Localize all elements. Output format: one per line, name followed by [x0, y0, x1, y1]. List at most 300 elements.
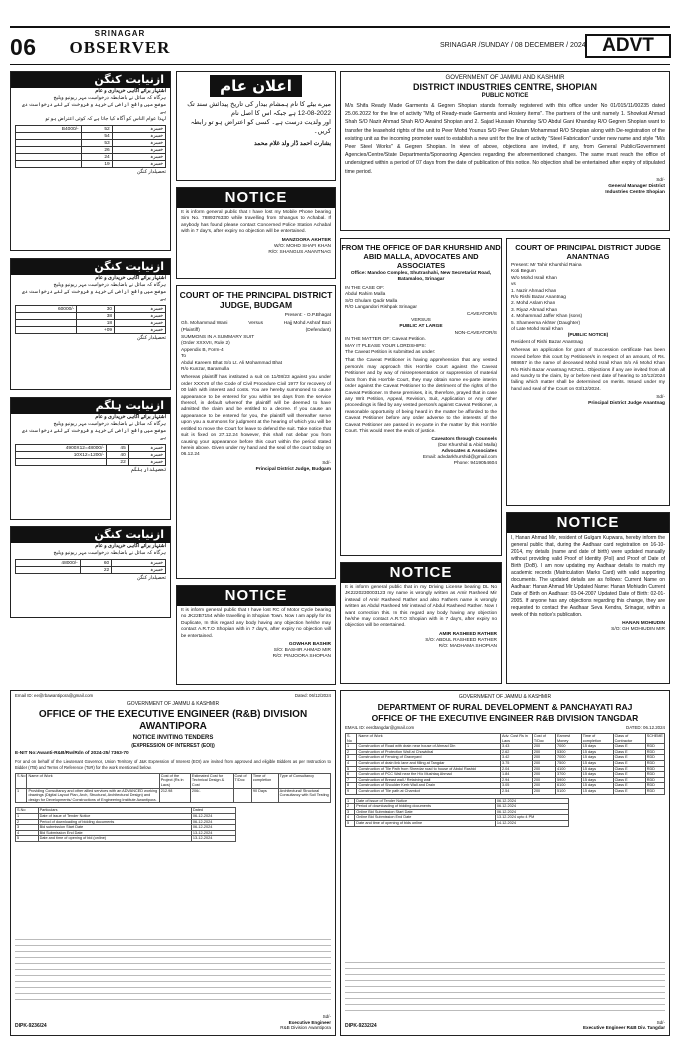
table-cell: Estimated Cost for Technical Design & Cost: [190, 773, 233, 788]
table-cell: 9: [346, 788, 357, 794]
case-line: 2. Mohd Aslam Khan: [511, 301, 556, 307]
table-cell: Construction of drain link lane and filling at Tangdar: [357, 760, 501, 766]
table-cell: Class E: [613, 772, 645, 778]
notice-type: PUBLIC NOTICE: [481, 93, 529, 99]
department-title: DEPARTMENT OF RURAL DEVELOPMENT & PANCHAYATI RAJ: [377, 702, 633, 712]
table-row: [346, 820, 569, 826]
table-cell: خسرہ: [112, 567, 166, 574]
table-cell: 06.12.2024: [495, 809, 568, 815]
table-cell: خسرہ: [112, 161, 165, 168]
table-cell: 4100: [556, 766, 582, 772]
notice-aadhaar-update: [506, 512, 670, 684]
court-title: COURT OF PRINCIPAL DISTRICT JUDGE ANANTNAG: [515, 243, 661, 261]
office-address: Office: Mandoo Complex, Shutrashahi, New Secretariat Road, Batamaloo, Srinagar: [350, 271, 492, 282]
urdu-ad-title: ازنیابت کنگن: [11, 72, 170, 88]
table-cell: 4: [16, 830, 39, 836]
table-cell: 2.94: [500, 777, 532, 783]
table-cell: 40: [107, 452, 129, 459]
notice-signature: AMIR RASHEED RATHER: [438, 631, 497, 637]
table-cell: 200: [532, 783, 555, 789]
urdu-ad-line: موضع میں واقع اراضی کی خرید و فروخت کے لئے درخواست دی ہے: [21, 289, 166, 302]
table-cell: RDD: [645, 788, 664, 794]
table-cell: [16, 133, 82, 140]
table-cell: خسرہ: [128, 445, 165, 452]
table-cell: [233, 788, 251, 803]
table-cell: Name of Work: [27, 773, 159, 788]
office-title: FROM THE OFFICE OF DAR KHURSHID AND ABID MALLA, ADVOCATES AND ASSOCIATES: [341, 243, 501, 270]
notice-signature: S/O: BASHIR AHMAD MIR: [273, 648, 331, 654]
tender-table: [15, 773, 331, 804]
case-line: of Late Mohd Israil Khan: [511, 327, 563, 333]
table-cell: Class E: [613, 783, 645, 789]
notice-signature: Industries Centre Shopian: [605, 189, 665, 195]
table-cell: 206/-: [190, 788, 233, 803]
urdu-ad-subtitle: اشتہار برائے آگاہی خریداری و عام: [95, 543, 166, 549]
table-cell: [16, 147, 82, 154]
table-cell: 7000: [556, 744, 582, 750]
schedule-table: [345, 798, 569, 827]
case-line: VERSUS: [411, 318, 431, 324]
caveat-signature: Advocates & Associates: [441, 449, 497, 455]
case-line: R/o Rishi Bazar Anantnag: [511, 295, 566, 301]
table-cell: 54: [81, 133, 112, 140]
table-cell: 2.04: [500, 766, 532, 772]
court-notice-budgam: [176, 285, 336, 579]
table-cell: Date and time of opening of bid (online): [38, 836, 191, 842]
tender-header-row: [11, 691, 335, 700]
table-cell: Bid Submission End Date: [38, 830, 191, 836]
table-cell: 5: [16, 836, 39, 842]
table-cell: 06-12-2024: [191, 813, 235, 819]
urdu-ad-table: [15, 559, 166, 574]
urdu-ad-signature: تحصیلدار کنگن: [136, 576, 166, 581]
table-cell: Adv. Cost Rs in Lacs: [500, 734, 532, 744]
table-row: [16, 161, 166, 168]
table-row: [346, 755, 665, 761]
table-row: [16, 445, 166, 452]
table-cell: 06.12.2024: [495, 798, 568, 804]
court-notice-anantnag: [506, 238, 670, 506]
masthead-name: OBSERVER: [69, 38, 171, 57]
notice-signature: MANZOORA AKHTER: [281, 237, 331, 243]
urdu-ad-subtitle: اشتہار برائے آگاہی خریداری و عام: [95, 88, 166, 94]
notice-lost-rc: [176, 585, 336, 685]
signature-line: Executive Engineer: [288, 1019, 331, 1025]
urdu-ad-table: [15, 125, 166, 168]
case-line: Koti Begum: [511, 269, 536, 275]
table-cell: 6100: [556, 783, 582, 789]
table-cell: Type of Consultancy: [278, 773, 330, 788]
table-cell: 200: [532, 744, 555, 750]
gov-line: GOVERNMENT OF JAMMU AND KASHMIR: [445, 75, 565, 81]
table-cell: 13-12-2024: [191, 830, 235, 836]
table-cell: 200: [532, 755, 555, 761]
section-label: ADVT: [585, 34, 671, 58]
court-signature: Principal District Judge, Budgam: [255, 466, 331, 472]
masthead: [64, 30, 176, 58]
table-cell: RDD: [645, 760, 664, 766]
urdu-ad-line: ہرگاہ کہ سائل نے باضابطہ درخواست مہر ریونیو ویلیج: [53, 282, 166, 288]
notice-signature: S/O: GH MOHIUDIN MIR: [611, 627, 665, 632]
table-cell: B4000/-: [16, 126, 82, 133]
signature-line: R&B Division Awantipora: [280, 1025, 331, 1031]
table-cell: Class E: [613, 760, 645, 766]
table-cell: 200: [532, 777, 555, 783]
table-cell: RDD: [645, 772, 664, 778]
tender-table: [345, 733, 665, 795]
office-title: OFFICE OF THE EXECUTIVE ENGINEER R&B DIVISION TANGDAR: [371, 713, 639, 723]
caveat-body: That the Caveat Petitioner is having apprehension that any vested person/s may approach this Hon'ble Court against the Caveat Petitioner and by way of misrepresentation or suppression of material facts from this Hon'ble Court, they may obtain some ex-parte interim order against the Caveat Petitioner to the detriment of the rights of the Caveat Petitioner. In these premises, it is, therefore, prayed that in case any Writ Petition, Appeal, Revision, Suit, Application or Any other proceedings is filed by any vested person/s against Caveat Petitioner, a reasonable opportunity of being heard in the matter be afforded to the Caveat Petitioner before any order adverse to the interests of the Caveat Petitioner are passed in ex-parte in the matter by this Hon'ble Court. This would meet the ends of justice.: [345, 358, 497, 434]
table-header-row: [346, 734, 665, 744]
caveat-signature: Caveators through Counsels: [431, 437, 497, 443]
urdu-ad-table: [15, 444, 166, 466]
table-cell: Construction of Breast wall / Retaining wall: [357, 777, 501, 783]
announcement-title: اعلان عام: [210, 75, 302, 97]
table-cell: 30: [77, 306, 115, 313]
table-cell: RDD: [645, 777, 664, 783]
court-body: Whereas plaintiff has instituted a suit on 11/08/23 against you under order XXXVII of the Code of Civil Procedure Civil 1977 for recovery of 00 lakh with interest and costs. You are hereby summoned to cause appearance to be entered for you within ten days from the service thereof, in default whereof the plaintiff will be deemed to have admitted the claim and be entitled to a decree. If you cause an appearance to be entered for you, the plaintiff will thereafter serve upon you a summons for judgment at the hearing of which you will be entitled to move the Court for leave to defend the suit. Take notice that suit is fixed on 27.12.24 however, this shall not debar you from causing your appearance before this court within the period stated herein above. Given under my hand and the seal of the court today on 06.12.24: [181, 375, 331, 458]
table-row: [16, 459, 166, 466]
table-cell: 5100: [556, 788, 582, 794]
office-title: DISTRICT INDUSTRIES CENTRE, SHOPIAN: [412, 82, 597, 92]
table-cell: 60: [80, 560, 111, 567]
case-line: MAY IT PLEASE YOUR LORDSHIPS:: [345, 343, 426, 349]
caveat-signature: Email: advdarkhurshid@gmail.com: [422, 455, 497, 461]
table-cell: 15 days: [581, 788, 613, 794]
table-cell: [16, 459, 107, 466]
announcement-line: اور ولدیت درست ہے۔ کسی کو اعتراض ہو تو رابطہ کریں۔: [190, 119, 331, 135]
nit-number: E-NIT No:Awanti-R&B/Rw/Rdn of 2024-25/ 7363-70: [15, 751, 129, 756]
table-cell: Dated: [191, 808, 235, 814]
case-line: CAVEATOR/S: [466, 311, 497, 317]
table-cell: 48000/-: [16, 560, 81, 567]
case-line: IN THE CASE OF:: [345, 286, 385, 291]
table-cell: 3700: [556, 772, 582, 778]
dateline: SRINAGAR /SUNDAY / 08 DECEMBER / 2024: [440, 42, 586, 49]
table-row: [346, 788, 665, 794]
notice-signature: R/O: MADHAMA SHOPIAN: [438, 643, 497, 649]
table-cell: [16, 567, 81, 574]
defendant-name: Hajj Mohd Ashraf Bazi: [283, 321, 331, 326]
table-cell: Online Bid Submission End Date: [355, 815, 496, 821]
table-row: [16, 788, 331, 803]
tender-signature: [583, 1020, 665, 1031]
table-row: [346, 783, 665, 789]
table-cell: Construction of Protection Wall at Chowkibal: [357, 749, 501, 755]
table-cell: Construction of Shoulder Kerb Wall and Drain: [357, 783, 501, 789]
table-cell: 18: [77, 320, 115, 327]
table-cell: 3.42: [500, 755, 532, 761]
notice-heading: NOTICE: [507, 513, 669, 533]
urdu-ad-2: [10, 258, 171, 390]
table-cell: Cost of T/Doc: [532, 734, 555, 744]
urdu-ad-signature: تحصیلدار کنگن: [136, 170, 166, 175]
summons-line: R/o Kunzar, Baramulla: [181, 367, 229, 373]
notice-signature: W/O: MOHD SHAFI KHAN: [273, 243, 331, 249]
case-line: R/O Langandori Rishpak Srinagar: [345, 305, 417, 311]
table-cell: خسرہ: [115, 306, 166, 313]
urdu-ad-line: ہرگاہ کہ سائل نے باضابطہ درخواست مہر ریونیو ویلیج: [53, 95, 166, 101]
table-cell: 7500: [556, 760, 582, 766]
header-bottom-rule: [10, 64, 670, 65]
table-cell: 19: [81, 161, 112, 168]
urdu-ad-title: ازنیابت کنگن: [11, 527, 170, 543]
table-cell: 5: [346, 820, 355, 826]
summons-line: SUMMONS IN A SUMMARY SUIT: [181, 335, 255, 340]
court-signature: Principal District Judge Anantnag: [588, 401, 665, 407]
table-row: [346, 772, 665, 778]
advocate-caveat-notice: [340, 238, 502, 556]
table-cell: 52: [81, 126, 112, 133]
table-cell: +09: [77, 327, 115, 334]
table-cell: 22: [107, 459, 129, 466]
urdu-ad-line: ہرگاہ کہ سائل نے باضابطہ درخواست مہر ریونیو ویلیج: [53, 421, 166, 427]
gov-line: GOVERNMENT OF JAMMU & KASHMIR: [126, 701, 220, 707]
table-cell: 200: [532, 760, 555, 766]
table-cell: 3.75: [500, 760, 532, 766]
table-cell: 3: [16, 825, 39, 831]
urdu-ad-3: [10, 397, 171, 520]
tender-intro: For and on behalf of the Lieutenant Governor, Union Territory of J&K Expression of Interest (EOI) are invited from approved and eligible Bidders as per Instruction to Bidder (ITB) and Terms of Reference (ToR) for the work mentioned below.: [15, 759, 331, 770]
plaintiff-name: Gh. Mohammad Wani: [181, 321, 228, 326]
notice-signature: HANAN MOHIUDIN: [622, 621, 665, 626]
table-cell: 13.12.2024 upto 4 PM: [495, 815, 568, 821]
table-cell: S.No: [16, 773, 27, 788]
table-cell: 212.98: [159, 788, 190, 803]
table-cell: 15 days: [581, 760, 613, 766]
case-line: Resident of Rishi Bazar Anantnag: [511, 339, 583, 345]
table-cell: 7: [346, 777, 357, 783]
summons-line: Appendix B, Form-4: [181, 347, 224, 353]
table-cell: 15 days: [581, 749, 613, 755]
table-row: [16, 306, 166, 313]
case-line: 5. Shameema Akhter (Daughter): [511, 320, 581, 326]
table-cell: 3: [346, 755, 357, 761]
notice-body: It is inform general public that in my Driving License bearing DL No JK2220230003123 my name is wrongly written as Amir Rasheed Mir instead of Amir Rasheed Rather and also Fathers name is wrongly written as Abdul Rasheed Mir instead of Abdul Rasheed Rather. Now I want correction this. In this regard any body having any objection he/she may contact A.R.T.O Shopian with in 7 day's, after expiry no objection will be entertained.: [345, 585, 497, 629]
notice-body: It is inform general public that I have lost my Mobile Phone bearing Sim No. 7889376330 while travelling from Shangus to Achabal. If anybody has found please contact Concerned Police Station Achabal with in 7 day's, after expiry no objection will be entertained.: [181, 210, 331, 235]
table-cell: RDD: [645, 766, 664, 772]
table-row: [16, 140, 166, 147]
signature-line: Sd/-: [322, 1014, 331, 1020]
fine-print-block: [345, 959, 665, 1013]
public-announcement-urdu: [176, 71, 336, 181]
table-row: [16, 567, 166, 574]
table-cell: 15 days: [581, 755, 613, 761]
table-cell: Bid submission Start Date: [38, 825, 191, 831]
table-cell: 3.05: [500, 783, 532, 789]
table-cell: [16, 327, 77, 334]
table-cell: 38: [77, 313, 115, 320]
table-row: [16, 154, 166, 161]
table-cell: 10X12=1200/-: [16, 452, 107, 459]
table-row: [16, 327, 166, 334]
table-cell: 26: [81, 147, 112, 154]
court-title: COURT OF THE PRINCIPAL DISTRICT JUDGE, BUDGAM: [179, 290, 333, 310]
urdu-ad-line: ہرگاہ کہ سائل نے باضابطہ درخواست مہر ریونیو ویلیج: [53, 550, 166, 556]
notice-signature: R/O: PINJOORA SHOPIAN: [272, 654, 331, 660]
table-cell: SCHEME: [645, 734, 664, 744]
table-cell: Construction of PCC Wall near the H/o Mushtaq Ahmad: [357, 772, 501, 778]
case-details: [341, 284, 501, 356]
notice-heading: NOTICE: [341, 563, 501, 583]
table-cell: Date and time of opening of bids online: [355, 820, 496, 826]
table-row: [16, 560, 166, 567]
schedule-table: [15, 807, 236, 842]
notice-body: I, Hanan Ahmad Mir, resident of Gulgam Kupwara, hereby inform the general public that, during the Aadhaar card registration on 16-10-2014, my details (name and date of birth) were updated manually without providing valid Proof of Identity (PoI) and Proof of Date of Birth (DoB). I am now updating my Aadhaar details to match my academic records (Matriculation Marks Card) with valid supporting documents. The updated details are as follows: Current Name on Aadhaar: Hanan Ahmad Mir Updated Name: Hanan Mohiudin Current Date of Birth on Aadhaar: 03-04-2007 Updated Date of Birth: 02-01-2005. If anyone has any objections regarding this change, they are requested to contact the Aadhaar Seva Kendra, Srinagar, within a week of this notice's publication.: [511, 535, 665, 618]
table-cell: 53: [81, 140, 112, 147]
table-cell: خسرہ: [115, 320, 166, 327]
notice-signature: S/O: ABDUL RASHEED RATHER: [425, 637, 497, 643]
urdu-ad-subtitle: اشتہار برائے آگاہی خریداری و عام: [95, 414, 166, 420]
dipk-reference: DIPK-9236/24: [15, 1023, 47, 1029]
table-row: [16, 133, 166, 140]
table-cell: خسرہ: [128, 459, 165, 466]
case-line: S/O Ghulam Qadir Malla: [345, 298, 398, 304]
table-cell: Cost of T/Doc: [233, 773, 251, 788]
table-cell: 5: [346, 766, 357, 772]
summons-line: To: [181, 354, 187, 360]
summons-header: [177, 333, 335, 373]
announcement-line: میرے بیٹے کا نام ہمشام بیدار کی تاریخ پیدائش سند تک: [187, 101, 331, 108]
tender-date: Dated: 06/12/2024: [294, 693, 331, 698]
office-title: OFFICE OF THE EXECUTIVE ENGINEER (R&B) DIVISION AWANTIPORA: [38, 709, 308, 732]
dic-shopian-notice: [340, 71, 670, 231]
table-cell: خسرہ: [112, 126, 165, 133]
gov-line: GOVERNMENT OF JAMMU & KASHMIR: [458, 694, 552, 700]
notice-signature: GOWHAR BASHIR: [288, 642, 331, 648]
table-cell: Class E: [613, 749, 645, 755]
urdu-ad-4: [10, 526, 171, 618]
table-cell: Construction of Tile path at Chamkot: [357, 788, 501, 794]
table-cell: [16, 313, 77, 320]
plaintiff-role: (Plaintiff): [181, 328, 200, 333]
case-line: NON-CAVEATOR/S: [454, 330, 497, 336]
case-line: 3. Riyaz Ahmad Khan: [511, 307, 558, 313]
table-row: [346, 749, 665, 755]
office-email: EMAIL ID: eerdtangdar@gmail.com: [345, 725, 415, 730]
table-cell: Particulars: [38, 808, 191, 814]
masthead-city: SRINAGAR: [94, 29, 146, 38]
case-line: vs: [511, 282, 516, 288]
table-cell: S. No: [346, 734, 357, 744]
table-cell: 2.62: [500, 749, 532, 755]
table-cell: 15 days: [581, 744, 613, 750]
summons-line: (Order XXXVII, Rule 2): [181, 341, 230, 347]
table-cell: Class E: [613, 744, 645, 750]
table-cell: Cost of the Project (Rs in Lacs): [159, 773, 190, 788]
table-cell: 1: [346, 798, 355, 804]
notice-signature: R/O: SHANGUS ANANTNAG: [268, 249, 331, 255]
table-cell: Class E: [613, 755, 645, 761]
urdu-ad-table: [15, 305, 166, 334]
table-cell: 15 days: [581, 783, 613, 789]
notice-body: M/s Shifa Ready Made Garments & Gegren Shopian stands formally registered with this office under No 01/015/11/00235 dated 25.06.2022 for the line of activity "Mfg of Ready-made Garments and Hosiery items". The partners of the unit namely 1. Showkat Ahmad Shah S/O Nazir Ahmad Shah R/O Awaind Shopian and 2. Sajad Hussain Khanday S/O Abdul Gani Khanday R/O Gegren Shopian want to transfer the leasehold rights of the unit to Peer Mohd Younus S/O Peer Ghulam Mohammad R/O Shopian along with De-registration of the existing unit as the incoming promoter want to establish a new unit for the line of activity "Steel Fabrication" under new name and style "M/s Peer Steel Works" & Gegren Shopian. In view of above, objections are invited, if any, from General Public/Government Agencies/Centre/State Departments/Sponsoring Agencies regarding the aforementioned changes. The same must reach the office of undersigned within a period of 07 days from the date of publication of this notice. No objection shall be entertained after expiry of stipulated time period.: [345, 103, 665, 175]
table-cell: 8: [346, 783, 357, 789]
table-cell: [16, 320, 77, 327]
table-header-row: [16, 773, 331, 788]
tender-signature: [280, 1014, 331, 1031]
table-row: [346, 766, 665, 772]
caveat-signature: (Dar Khurshid & Abid Malla): [437, 443, 497, 449]
table-cell: [16, 154, 82, 161]
court-body: Whereas an application for grant of Succession certificate has been moved before this court by Petitioner/s in respect of an amount, of Rs. 988657 in the name of deceased Mohd Israil Khan S/o Ali Mohd Khan R/o Rishi Bazar Anantnag NCNCL. Objections if any are invited from all and sundry to the claim, by or before next date of hearing to 10/12/2024 failing which matter shall be determined on merits. Issued under my hand and seal of the Court on 03/12/2024.: [511, 348, 665, 392]
table-row: [16, 313, 166, 320]
case-line: The Caveat Petition is submitted as under:: [345, 350, 436, 356]
case-line: 1. Nazir Ahmad Khan: [511, 288, 557, 294]
table-cell: Time of completion: [581, 734, 613, 744]
table-cell: خسرہ: [112, 133, 165, 140]
case-line: Abdul Rahim Malla: [345, 292, 386, 298]
table-cell: 200: [532, 772, 555, 778]
table-cell: 15 days: [581, 772, 613, 778]
table-cell: 200: [532, 788, 555, 794]
table-cell: 200: [532, 766, 555, 772]
notice-signature: Sd/-: [656, 177, 665, 183]
table-cell: 45: [107, 445, 129, 452]
table-row: [16, 836, 236, 842]
table-cell: 14.12.2024: [495, 820, 568, 826]
urdu-ad-title: ازنیابت کنگن: [11, 259, 170, 275]
case-line: (PUBLIC NOTICE): [567, 333, 609, 339]
table-cell: 60000/-: [16, 306, 77, 313]
table-cell: 5900: [556, 777, 582, 783]
table-cell: 1: [16, 813, 39, 819]
table-cell: 06.12.2024: [495, 804, 568, 810]
table-cell: Class E: [613, 788, 645, 794]
notice-body: It is inform general public that I have lost RC of Motor Cycle bearing no JK22B7154 while travelling in Shopian Town. Now I am apply for its Duplicate, In this regard any body having any objection he/she may contact A.R.T.O Shopian with in 7 day's, after expiry no objection will be entertained.: [181, 608, 331, 639]
case-details: [507, 261, 669, 346]
urdu-ad-subtitle: اشتہار برائے آگاہی خریداری و عام: [95, 275, 166, 281]
table-cell: 90 Days: [251, 788, 278, 803]
table-cell: Date of issue of Tender Notice: [38, 813, 191, 819]
table-cell: 2: [16, 819, 39, 825]
office-email: Email ID: ee@rbawantipora@gmail.com: [15, 693, 94, 698]
notice-signature: General Manager District: [608, 183, 665, 189]
table-cell: Architectural/ Structural Consultancy with Soil Testing: [278, 788, 330, 803]
table-row: [16, 320, 166, 327]
table-cell: [16, 161, 82, 168]
urdu-ad-line: موضع میں واقع اراضی کی خرید و فروخت کے لئے درخواست دی ہے: [21, 428, 166, 441]
signature-line: Sd/-: [656, 1019, 665, 1025]
table-cell: 4: [346, 815, 355, 821]
table-cell: خسرہ: [112, 140, 165, 147]
table-cell: Period of downloading of bidding documents: [38, 819, 191, 825]
table-cell: 06-12-2024: [191, 825, 235, 831]
table-cell: خسرہ: [112, 154, 165, 161]
tender-rb-tangdar: [340, 690, 670, 1036]
tender-header-row: [341, 723, 669, 732]
case-line: Present: Mr Tahir Khurshid Raina: [511, 263, 582, 268]
urdu-ad-line: موضع میں واقع اراضی کی خرید و فروخت کے لئے درخواست دی ہے: [21, 102, 166, 115]
page-number: 06: [10, 34, 37, 60]
table-cell: 06-12-2024: [191, 819, 235, 825]
table-row: [346, 760, 665, 766]
table-cell: 4900X12=48000/-: [16, 445, 107, 452]
tender-subtype: (EXPRESSION OF INTEREST (EOI)): [131, 743, 215, 749]
defendant-role: (Defendant): [305, 328, 331, 333]
summons-line: Abdul Kareem Bhat S/o Lt. Ali Mohammad Bhat: [181, 360, 283, 366]
table-cell: 24: [81, 154, 112, 161]
table-cell: Construction of Road with drain near house of Ahmad Din: [357, 744, 501, 750]
table-cell: خسرہ: [128, 452, 165, 459]
table-cell: Class of Contractor: [613, 734, 645, 744]
table-cell: Time of completion: [251, 773, 278, 788]
table-cell: Earnest Money: [556, 734, 582, 744]
table-cell: 7000: [556, 755, 582, 761]
announcement-line: 12-08-2022 ہے جبکہ اس کا اصل نام: [231, 110, 331, 117]
table-cell: 4: [346, 760, 357, 766]
table-cell: 3: [346, 809, 355, 815]
